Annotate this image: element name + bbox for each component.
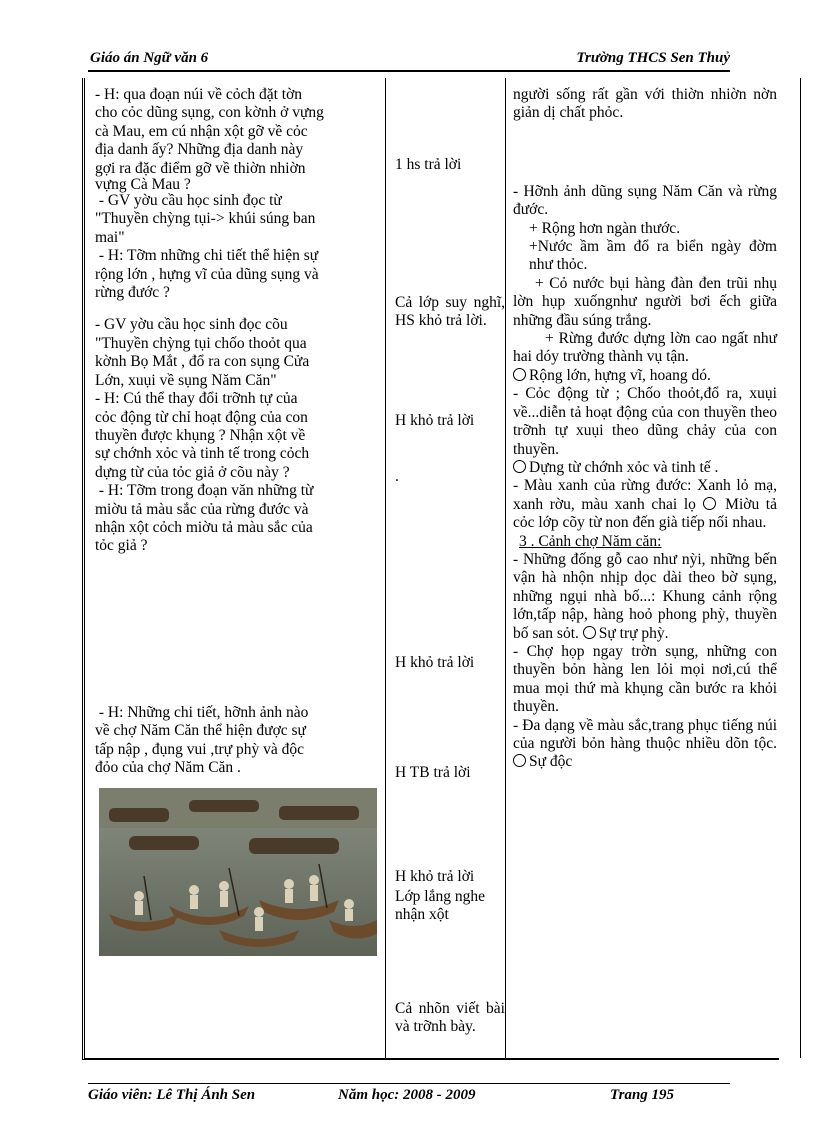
col1-line: sự chớnh xỏc và tinh tế trong cỏch xyxy=(95,445,310,463)
market-text-1: - Những đống gỗ cao như nỳi, những bến vận hà nhộn nhịp dọc dài theo bờ sụng, những ngụi nhà bố...: Khung cảnh rộng lớn,tấp nập, hàng hoỏ phong phỳ, thuyền bố san sỏt. xyxy=(513,550,777,642)
teacher-activity-column xyxy=(95,86,385,556)
student-activity-8: Lớp lắng nghe nhận xột xyxy=(395,888,485,923)
page-right-rule xyxy=(800,78,801,1058)
content-bullet: + Cỏ nước bụi hàng đàn đen trũi nhụ lờn hụp xuốngnhư người bơi ếch giữa những đầu súng trắng. xyxy=(513,274,777,329)
section-3-heading xyxy=(513,533,777,551)
student-activity-1: 1 hs trả lời xyxy=(395,156,462,173)
market-text-3: - Đa dạng về màu sắc,trang phục tiếng núi của người bỏn hàng thuộc nhiều dõn tộc. xyxy=(513,716,777,752)
col1-line: kờnh Bọ Mắt , đổ ra con sụng Cửa xyxy=(95,353,310,371)
col1-line: - GV yờu cầu học sinh đọc cõu xyxy=(95,316,288,334)
header-school: Trường THCS Sen Thuỷ xyxy=(576,50,730,66)
column-divider-1 xyxy=(385,78,386,1058)
content-bullet: + Rộng hơn ngàn thước. xyxy=(529,219,681,237)
student-activity-5: H khỏ trả lời xyxy=(395,654,475,671)
col1-line: - H: Cú thể thay đổi trỡnh tự của xyxy=(95,390,298,408)
student-activity-4: . xyxy=(395,468,399,485)
colors-text: - Màu xanh của rừng đước: Xanh lỏ mạ, xanh rờu, màu xanh chai lọ xyxy=(513,477,777,513)
circle-bullet-icon xyxy=(583,626,596,639)
col1b-line: tấp nập , đụng vui ,trự phỳ và độc xyxy=(95,740,305,758)
col1-line: thuyền được khụng ? Nhận xột về xyxy=(95,426,306,444)
content-bullet: + Rừng đước dựng lờn cao ngất như hai dóy trường thành vụ tận. xyxy=(513,330,777,366)
col1-line: "Thuyền chỳng tụi chốo thoỏt qua xyxy=(95,334,307,352)
market-conclusion-3: Sự độc xyxy=(529,753,573,771)
footer-year: Năm học: 2008 - 2009 xyxy=(338,1087,476,1103)
col1-line: - H: Tỡm trong đoạn văn những từ xyxy=(95,482,314,500)
col1-line: rộng lớn , hựng vĩ của dũng sụng và xyxy=(95,265,319,283)
student-activity-6: H TB trả lời xyxy=(395,764,471,781)
student-activity-7: H khỏ trả lời xyxy=(395,868,475,885)
student-activity-2: Cả lớp suy nghĩ, HS khỏ trả lời. xyxy=(395,294,505,329)
student-activity-9: Cả nhõn viết bài và trỡnh bày. xyxy=(395,1000,505,1035)
col1-line: địa danh ấy? Những địa danh này xyxy=(95,141,304,159)
content-image-title: - Hỡnh ảnh dũng sụng Năm Căn và rừng đước. xyxy=(513,182,777,219)
col1-line: - H: Tỡm những chi tiết thể hiện sự xyxy=(95,247,319,265)
col1-line: gợi ra đặc điểm gỡ về thiờn nhiờn xyxy=(95,159,306,177)
col1-line: vựng Cà Mau ? xyxy=(95,176,191,194)
col1-line: rừng đước ? xyxy=(95,284,170,302)
content-colors xyxy=(513,477,777,532)
col1-line: "Thuyền chỳng tụi-> khúi súng ban xyxy=(95,210,316,228)
page-footer xyxy=(88,1083,730,1103)
col1b-line: - H: Những chi tiết, hỡnh ảnh nào xyxy=(95,704,309,721)
column-divider-2 xyxy=(505,78,506,1058)
lesson-table xyxy=(82,78,779,1060)
market-question xyxy=(95,704,385,778)
col1b-line: đỏo của chợ Năm Căn . xyxy=(95,759,241,777)
content-intro: người sống rất gần với thiờn nhiờn nờn giản dị chất phỏc. xyxy=(513,86,777,122)
col1-line: cà Mau, em cú nhận xột gỡ về cỏc xyxy=(95,122,308,140)
circle-bullet-icon xyxy=(513,368,526,381)
col1-line: miờu tả màu sắc của rừng đước và xyxy=(95,500,309,518)
circle-bullet-icon xyxy=(513,754,526,767)
content-verbs: - Cỏc động từ ; Chốo thoỏt,đổ ra, xuụi về...diễn tả hoạt động của con thuyền theo trỡnh tự xuụi theo dũng chảy của con thuyền. xyxy=(513,385,777,458)
col1-line: Lớn, xuụi về sụng Năm Căn" xyxy=(95,371,277,389)
content-conclusion: Rộng lớn, hựng vĩ, hoang dó. xyxy=(529,366,711,384)
circle-bullet-icon xyxy=(513,460,526,473)
col1-line: mai" xyxy=(95,228,125,246)
footer-teacher: Giáo viên: Lê Thị Ánh Sen xyxy=(88,1087,256,1103)
circle-bullet-icon xyxy=(703,497,716,510)
section-3-title: 3 . Cảnh chợ Năm căn: xyxy=(519,532,662,550)
content-conclusion: Dựng từ chớnh xỏc và tinh tế . xyxy=(529,458,719,476)
col1-line: dựng từ của tỏc giả ở cõu này ? xyxy=(95,463,290,481)
floating-market-photo xyxy=(99,788,377,956)
content-bullet: +Nước ầm ầm đổ ra biển ngày đờm như thỏc. xyxy=(529,238,777,274)
content-market-2: - Chợ họp ngay trờn sụng, những con thuyền bỏn hàng len lỏi mọi nơi,cú thể mua mọi thứ mà khụng cần bước ra khỏi thuyền. xyxy=(513,642,777,716)
content-column xyxy=(513,86,777,772)
footer-page: Trang 195 xyxy=(610,1087,675,1103)
col1-line: cho cỏc dũng sụng, con kờnh ở vựng xyxy=(95,104,324,122)
content-market-1 xyxy=(513,551,777,643)
student-activity-3: H khỏ trả lời xyxy=(395,412,475,429)
content-market-3 xyxy=(513,717,777,772)
header-subject: Giáo án Ngữ văn 6 xyxy=(90,50,209,66)
col1b-line: về chợ Năm Căn thể hiện được sự xyxy=(95,722,306,740)
col1-line: tỏc giả ? xyxy=(95,537,148,555)
page-header xyxy=(88,50,730,72)
col1-line: cỏc động từ chỉ hoạt động của con xyxy=(95,408,308,426)
col1-line: nhận xột cỏch miờu tả màu sắc của xyxy=(95,518,313,536)
col1-line: - H: qua đoạn núi về cỏch đặt tờn xyxy=(95,86,303,103)
colors-conclusion: Miờu tả cỏc lớp cõy từ non đến già tiếp nối nhau. xyxy=(513,495,777,532)
col1-line: - GV yờu cầu học sinh đọc từ xyxy=(95,192,282,210)
market-conclusion-1: Sự trự phỳ. xyxy=(598,624,669,642)
